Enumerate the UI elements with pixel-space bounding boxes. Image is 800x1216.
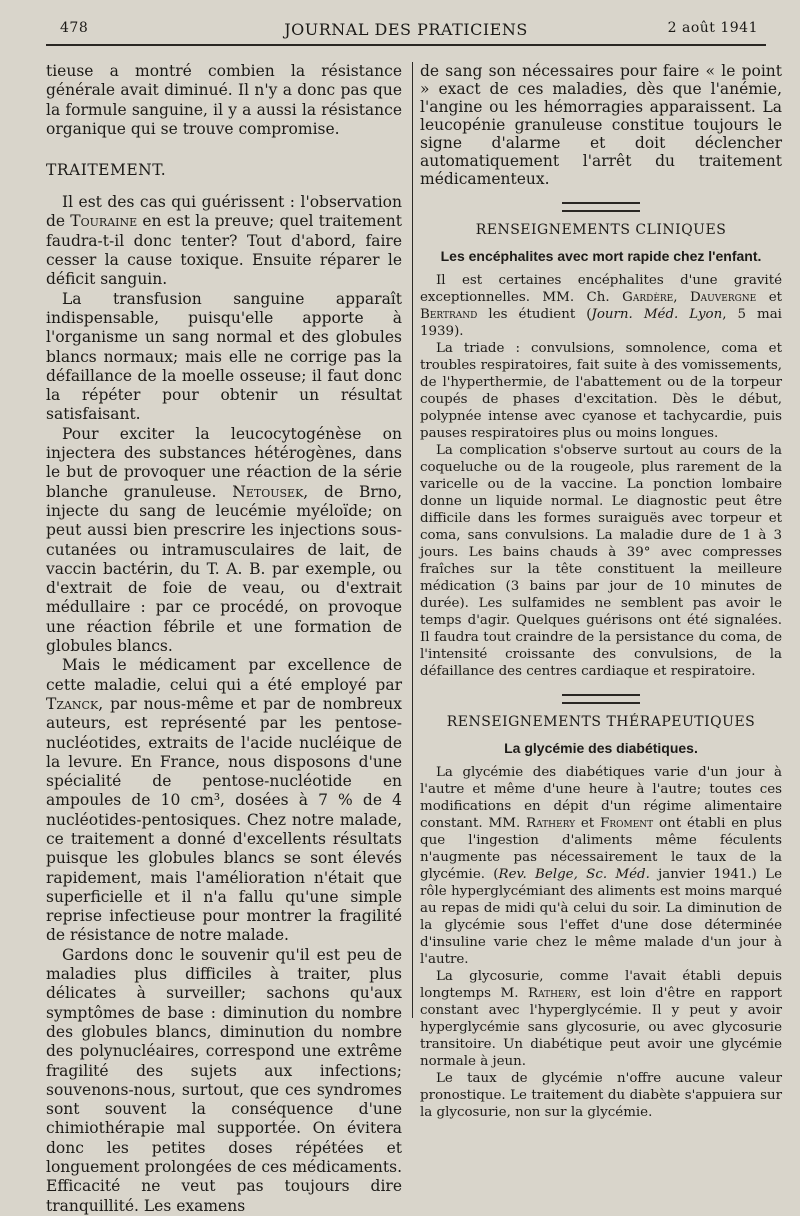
text-run: les étudient ( — [477, 307, 592, 322]
text-run: La glycémie des diabétiques varie d'un jour à l'autre et même d'une heure à l'autre; toutes ces modifications en dépit d'un régime alimentaire constant. MM. — [420, 765, 782, 831]
right-column — [420, 62, 782, 1121]
article-title: La glycémie des diabétiques. — [504, 740, 698, 756]
left-column — [46, 62, 402, 1216]
author-name: Touraine — [70, 212, 138, 231]
section-therapeutic — [420, 714, 782, 1121]
paragraph — [420, 968, 782, 1070]
section-rule — [562, 202, 640, 212]
continuation-paragraph: de sang son nécessaires pour faire « le point » exact de ces maladies, dès que l'anémie, l'angine ou les hémorragies apparaissent. La leucopénie granuleuse constitue toujours le signe d'alarme et doit déclencher automatiquement l'arrêt du traitement médicamenteux. — [420, 62, 782, 188]
intro-paragraph: tieuse a montré combien la résistance générale avait diminué. Il n'y a donc pas que la formule sanguine, il y a aussi la résistance organique qui se trouve compromise. — [46, 62, 402, 138]
text-run: Il est des cas qui guérissent : l'observation de — [46, 193, 402, 231]
text-run: janvier 1941.) Le rôle hyperglycémiant des aliments est moins marqué au repas de midi qu'à celui du soir. La diminution de la glycémie sous l'effet d'une dose déterminée d'insuline varie chez le même malade d'un jour à l'autre. — [420, 867, 782, 967]
text-run: La glycosurie, comme l'avait établi depuis longtemps M. — [420, 969, 782, 1001]
journal-title: JOURNAL DES PRATICIENS — [284, 20, 528, 39]
section-title: RENSEIGNEMENTS CLINIQUES — [475, 222, 727, 238]
author-name: Froment — [600, 816, 654, 831]
issue-date: 2 août 1941 — [667, 20, 758, 36]
author-name: Rathery — [527, 986, 577, 1001]
text-run: en est la preuve; quel traitement faudra-t-il donc tenter? Tout d'abord, faire cesser la cause toxique. Ensuite réparer le déficit sanguin. — [46, 212, 403, 289]
paragraph — [46, 425, 402, 657]
paragraph: La complication s'observe surtout au cours de la coqueluche ou de la rougeole, plus rarement de la varicelle ou de la vaccine. La ponction lombaire donne un liquide normal. Le diagnostic peut être difficile dans les formes suraiguës avec torpeur et coma, sans convulsions. La maladie dure de 1 à 3 jours. Les bains chauds à 39° avec compresses fraîches sur la tête constituent la meilleure médication (3 bains par jour de 10 minutes de durée). Les sulfamides ne semblent pas avoir le temps d'agir. Quelques guérisons ont été signalées. Il faudra tout craindre de la persistance du coma, de l'intensité croissante des convulsions, de la défaillance des centres cardiaque et respiratoire. — [420, 443, 782, 679]
paragraph — [420, 272, 782, 340]
paragraph: La triade : convulsions, somnolence, coma et troubles respiratoires, fait suite à des vomissements, de l'hyperthermie, de l'abattement ou de la torpeur coupés de phases d'excitation. Dès le début, polypnée intense avec cyanose et tachycardie, puis pauses respiratoires plus ou moins longues. — [420, 341, 782, 441]
text-run: , par nous-même et par de nombreux auteurs, est représenté par les pentose-nucléotides, extraits de l'acide nucléique de la levure. En France, nous disposons d'une spécialité de pentose-nucléotide en ampoules de 10 cm³, dosées à 7 % de 4 nucléotides-pentosiques. Chez notre malade, ce traitement a donné d'excellents résultats puisque les globules blancs se sont élevés rapidement, mais l'amélioration n'était que superficielle et il n'a fallu qu'une simple reprise infectieuse pour montrer la fragilité de résistance de notre malade. — [46, 694, 402, 945]
section-clinical — [420, 222, 782, 680]
author-name: Bertrand — [420, 307, 478, 322]
text-run: , 5 mai 1939). — [420, 307, 782, 339]
continuation-block — [420, 62, 782, 188]
page-number: 478 — [60, 20, 89, 36]
author-name: Tzanck — [46, 694, 99, 713]
column-divider — [412, 62, 413, 1018]
paragraph — [46, 193, 402, 289]
text-run: , est loin d'être en rapport constant avec l'hyperglycémie. Il y peut y avoir hyperglycémie sans glycosurie, ou avec glycosurie transitoire. Un diabétique peut avoir une glycémie normale à jeun. — [420, 986, 782, 1069]
text-run: Il est certaines encéphalites d'une gravité exceptionnelles. MM. Ch. — [420, 273, 782, 305]
author-name: Gardère, Dauvergne — [622, 290, 757, 305]
author-name: Netousek — [232, 482, 304, 501]
text-run: , de Brno, injecte du sang de leucémie myéloïde; on peut aussi bien prescrire les injections sous-cutanées ou intramusculaires de lait, de vaccin bactérin, du T. A. B. par exemple, ou d'extrait de foie de veau, ou d'extrait médullaire : par ce procédé, on provoque une réaction fébrile et une formation de globules blancs. — [46, 482, 402, 656]
paragraph — [420, 764, 782, 968]
text-run: Mais le médicament par excellence de cette maladie, celui qui a été employé par — [46, 656, 402, 694]
text-run: et — [575, 816, 601, 831]
text-run: ont établi en plus que l'ingestion d'aliments même féculents n'augmente pas nécessairement le taux de la glycémie. ( — [420, 816, 782, 882]
paragraph: Gardons donc le souvenir qu'il est peu de maladies plus difficiles à traiter, plus délicates à surveiller; sachons qu'aux symptômes de base : diminution du nombre des globules blancs, diminution du nombre des polynucléaires, correspond une extrême fragilité des sujets aux infections; souvenons-nous, surtout, que ces syndromes sont souvent la conséquence d'une chimiothérapie mal supportée. On évitera donc les petites doses répétées et longuement prolongées de ces médicaments. Efficacité ne veut pas toujours dire tranquillité. Les examens — [46, 945, 402, 1215]
reference: Rev. Belge, Sc. Méd. — [498, 867, 650, 882]
section-title: RENSEIGNEMENTS THÉRAPEUTIQUES — [446, 714, 756, 730]
page-header — [46, 14, 766, 46]
paragraph: Le taux de glycémie n'offre aucune valeur pronostique. Le traitement du diabète s'appuiera sur la glycosurie, non sur la glycémie. — [420, 1071, 782, 1120]
reference: Journ. Méd. Lyon — [591, 307, 723, 322]
article-title: Les encéphalites avec mort rapide chez l'enfant. — [440, 248, 762, 264]
text-run: et — [756, 290, 782, 305]
author-name: Rathery — [526, 816, 576, 831]
paragraph — [46, 656, 402, 945]
text-run: Pour exciter la leucocytogénèse on injectera des substances hétérogènes, dans le but de provoquer une réaction de la série blanche granuleuse. — [46, 424, 402, 501]
paragraph: La transfusion sanguine apparaît indispensable, puisqu'elle apporte à l'organisme un sang normal et des globules blancs normaux; mais elle ne corrige pas la défaillance de la moelle osseuse; il faut donc la répéter pour obtenir un résultat satisfaisant. — [46, 289, 402, 424]
section-heading-traitement: TRAITEMENT. — [46, 161, 167, 180]
section-rule — [562, 694, 640, 704]
